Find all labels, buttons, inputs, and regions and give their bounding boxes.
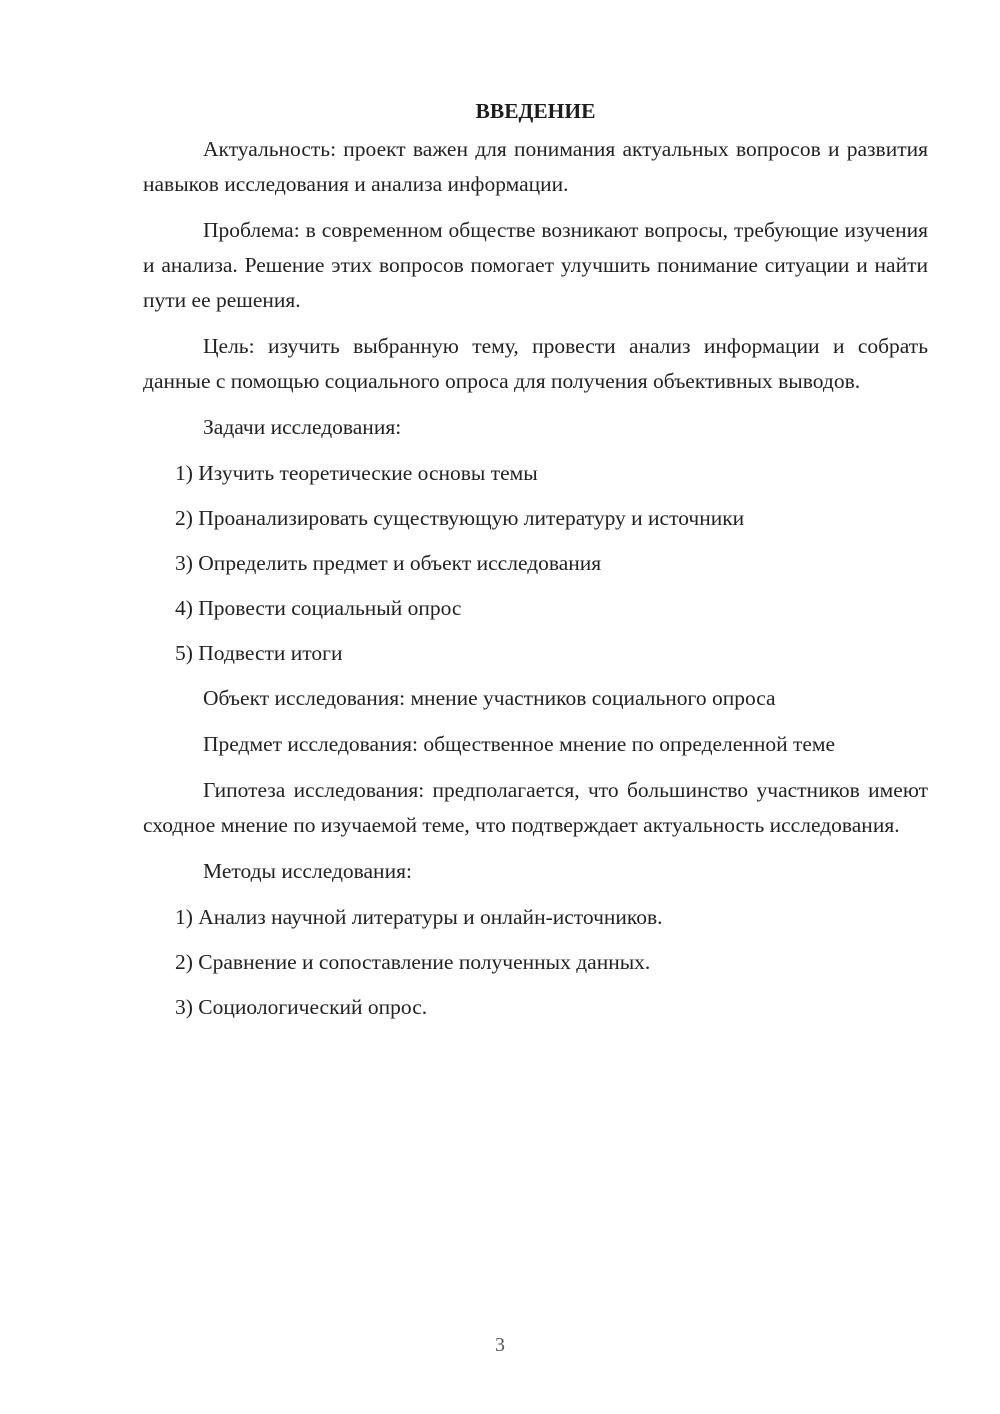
methods-list xyxy=(143,900,928,1025)
list-item: 3) Определить предмет и объект исследования xyxy=(175,551,602,575)
object-paragraph: Объект исследования: мнение участников социального опроса xyxy=(203,686,776,710)
page-number: 3 xyxy=(495,1334,505,1356)
list-item: 3) Социологический опрос. xyxy=(175,995,428,1019)
relevance-paragraph: Актуальность: проект важен для понимания актуальных вопросов и развития навыков исследования и анализа информации. xyxy=(143,137,928,196)
tasks-heading: Задачи исследования: xyxy=(203,415,402,439)
list-item: 5) Подвести итоги xyxy=(175,641,343,665)
list-item: 1) Изучить теоретические основы темы xyxy=(175,461,538,485)
list-item: 4) Провести социальный опрос xyxy=(175,596,462,620)
goal-paragraph: Цель: изучить выбранную тему, провести анализ информации и собрать данные с помощью социального опроса для получения объективных выводов. xyxy=(143,334,928,393)
section-title: ВВЕДЕНИЕ xyxy=(475,99,596,123)
tasks-list xyxy=(143,456,928,671)
list-item: 2) Проанализировать существующую литературу и источники xyxy=(175,506,745,530)
hypothesis-paragraph: Гипотеза исследования: предполагается, что большинство участников имеют сходное мнение по изучаемой теме, что подтверждает актуальность исследования. xyxy=(143,778,928,837)
page-content xyxy=(143,96,928,1035)
list-item: 2) Сравнение и сопоставление полученных данных. xyxy=(175,950,651,974)
methods-heading: Методы исследования: xyxy=(203,859,412,883)
subject-paragraph: Предмет исследования: общественное мнение по определенной теме xyxy=(203,732,836,756)
list-item: 1) Анализ научной литературы и онлайн-источников. xyxy=(175,905,663,929)
problem-paragraph: Проблема: в современном обществе возникают вопросы, требующие изучения и анализа. Решение этих вопросов помогает улучшить понимание ситуации и найти пути ее решения. xyxy=(143,218,928,312)
